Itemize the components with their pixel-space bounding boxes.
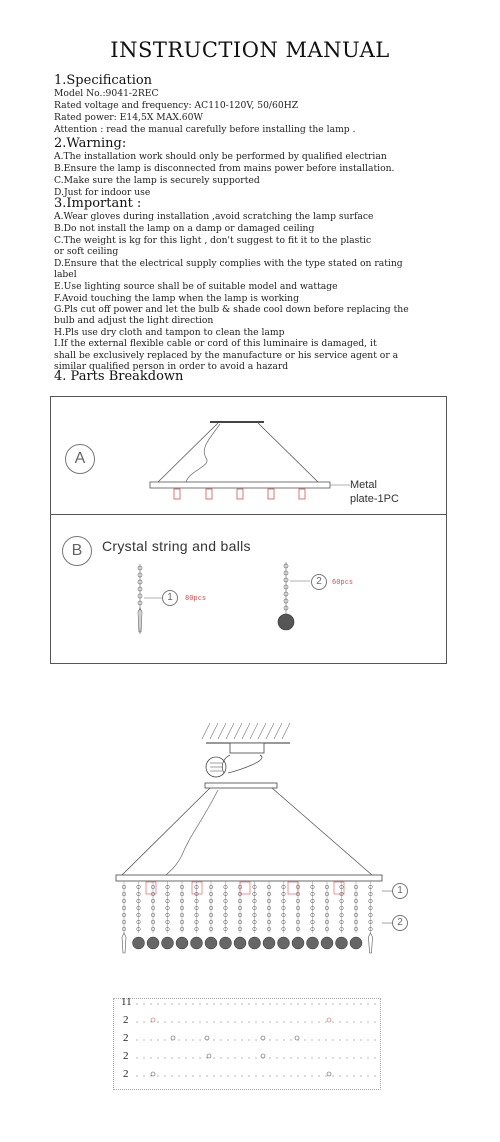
grid-dot [332,1003,333,1004]
important-line: B.Do not install the lamp on a damp or damaged ceiling [54,223,315,234]
grid-dot [241,1021,242,1022]
crystal-ball [278,937,290,949]
grid-dot [367,1021,368,1022]
grid-dot [143,1039,144,1040]
crystal-section-title: Crystal string and balls [102,538,251,554]
grid-dot [325,1039,326,1040]
spec-line: Rated power: E14,5X MAX.60W [54,112,203,123]
grid-mark [151,1018,155,1022]
grid-dot [283,1075,284,1076]
grid-dot [353,1057,354,1058]
layout-grid-row-label: 2 [123,1014,129,1026]
grid-dot [318,1057,319,1058]
grid-dot [241,1075,242,1076]
grid-mark [327,1018,331,1022]
grid-dot [297,1021,298,1022]
grid-dot [157,1057,158,1058]
grid-dot [164,1021,165,1022]
grid-dot [199,1003,200,1004]
part-b-badge: B [62,536,92,566]
grid-dot [269,1057,270,1058]
grid-dot [304,1057,305,1058]
grid-dot [234,1003,235,1004]
grid-dot [178,1003,179,1004]
grid-dot [248,1075,249,1076]
grid-dot [304,1075,305,1076]
grid-dot [255,1021,256,1022]
part-a-badge: A [65,444,95,474]
grid-dot [290,1003,291,1004]
grid-dot [220,1075,221,1076]
grid-dot [136,1003,137,1004]
grid-dot [178,1039,179,1040]
important-line: C.The weight is kg for this light , don't suggest to fit it to the plastic [54,235,372,246]
grid-dot [136,1075,137,1076]
grid-dot [185,1003,186,1004]
grid-dot [241,1057,242,1058]
assembly-illustration [110,715,420,985]
grid-dot [213,1003,214,1004]
grid-dot [192,1039,193,1040]
grid-dot [192,1057,193,1058]
grid-dot [185,1021,186,1022]
metal-plate-label-2: plate-1PC [350,493,399,505]
grid-dot [157,1003,158,1004]
grid-dot [185,1039,186,1040]
grid-dot [220,1057,221,1058]
grid-dot [332,1075,333,1076]
grid-dot [192,1003,193,1004]
grid-dot [353,1039,354,1040]
crystal-drop [122,933,126,953]
crystal-ball [350,937,362,949]
grid-dot [374,1057,375,1058]
metal-plate-illustration [140,418,350,510]
spec-heading: 1.Specification [54,73,153,88]
grid-dot [346,1057,347,1058]
grid-dot [325,1075,326,1076]
important-line: D.Ensure that the electrical supply complies with the type stated on rating [54,258,403,269]
important-line: H.Pls use dry cloth and tampon to clean the lamp [54,327,285,338]
grid-dot [227,1003,228,1004]
grid-dot [353,1003,354,1004]
grid-dot [206,1075,207,1076]
grid-dot [185,1075,186,1076]
grid-dot [276,1039,277,1040]
grid-mark [327,1072,331,1076]
grid-dot [283,1003,284,1004]
crystal-ball [147,937,159,949]
grid-dot [220,1003,221,1004]
grid-dot [346,1021,347,1022]
layout-grid-row-label: 2 [123,1068,129,1080]
grid-dot [234,1075,235,1076]
grid-dot [164,1075,165,1076]
grid-dot [325,1057,326,1058]
grid-dot [339,1039,340,1040]
crystal-ball [321,937,333,949]
grid-dot [255,1057,256,1058]
important-line: A.Wear gloves during installation ,avoid scratching the lamp surface [54,211,374,222]
grid-dot [311,1003,312,1004]
grid-dot [311,1057,312,1058]
page-title: INSTRUCTION MANUAL [110,38,390,62]
grid-dot [332,1039,333,1040]
grid-dot [157,1021,158,1022]
grid-dot [192,1075,193,1076]
important-line: I.If the external flexible cable or cord of this luminaire is damaged, it [54,338,377,349]
crystal-ball [292,937,304,949]
grid-dot [374,1039,375,1040]
grid-dot [262,1021,263,1022]
grid-dot [283,1039,284,1040]
grid-dot [283,1021,284,1022]
grid-dot [325,1003,326,1004]
grid-dot [178,1021,179,1022]
grid-dot [157,1075,158,1076]
layout-grid-row-label: 2 [123,1050,129,1062]
important-line: F.Avoid touching the lamp when the lamp is working [54,293,299,304]
metal-plate-label-1: Metal [350,479,377,491]
grid-dot [276,1075,277,1076]
grid-dot [318,1039,319,1040]
grid-dot [304,1003,305,1004]
grid-dot [213,1039,214,1040]
layout-grid-dots [113,998,379,1088]
grid-dot [367,1057,368,1058]
grid-dot [325,1021,326,1022]
spec-line: Model No.:9041-2REC [54,88,159,99]
grid-dot [332,1021,333,1022]
grid-dot [220,1021,221,1022]
crystal-ball [205,937,217,949]
grid-dot [374,1003,375,1004]
grid-dot [171,1003,172,1004]
grid-dot [276,1003,277,1004]
grid-dot [339,1057,340,1058]
grid-dot [213,1021,214,1022]
grid-dot [248,1039,249,1040]
grid-dot [150,1057,151,1058]
grid-dot [346,1075,347,1076]
grid-dot [360,1021,361,1022]
grid-dot [269,1039,270,1040]
grid-mark [171,1036,175,1040]
grid-dot [360,1075,361,1076]
warning-heading: 2.Warning: [54,136,127,151]
grid-mark [207,1054,211,1058]
grid-dot [136,1057,137,1058]
grid-dot [234,1039,235,1040]
grid-dot [255,1075,256,1076]
grid-dot [199,1075,200,1076]
grid-dot [318,1075,319,1076]
grid-dot [290,1057,291,1058]
grid-dot [164,1057,165,1058]
grid-dot [150,1003,151,1004]
grid-dot [241,1039,242,1040]
crystal-ball [263,937,275,949]
grid-dot [199,1039,200,1040]
grid-dot [227,1021,228,1022]
grid-dot [178,1075,179,1076]
bulb-socket [334,882,344,894]
grid-dot [220,1039,221,1040]
grid-mark [151,1072,155,1076]
important-line: bulb and adjust the light direction [54,315,214,326]
warning-line: C.Make sure the lamp is securely supported [54,175,260,186]
spec-line: Attention : read the manual carefully before installing the lamp . [54,124,356,135]
grid-dot [311,1075,312,1076]
important-line: shall be exclusively replaced by the manufacture or his service agent or a [54,350,399,361]
parts-divider [50,514,447,515]
grid-dot [143,1021,144,1022]
layout-grid-row-label: 2 [123,1032,129,1044]
important-line: or soft ceiling [54,246,119,257]
grid-dot [367,1003,368,1004]
grid-dot [248,1057,249,1058]
grid-dot [311,1021,312,1022]
grid-dot [332,1057,333,1058]
crystal-string-illustration [130,564,190,636]
grid-dot [290,1075,291,1076]
grid-dot [290,1021,291,1022]
crystal-ball [191,937,203,949]
grid-dot [339,1021,340,1022]
grid-dot [360,1039,361,1040]
assembly-callout-2: 2 [392,915,408,931]
grid-dot [234,1021,235,1022]
grid-mark [295,1036,299,1040]
grid-dot [339,1003,340,1004]
grid-dot [227,1057,228,1058]
warning-line: B.Ensure the lamp is disconnected from mains power before installation. [54,163,395,174]
crystal-ball [220,937,232,949]
important-line: E.Use lighting source shall be of suitable model and wattage [54,281,338,292]
grid-dot [276,1057,277,1058]
grid-dot [311,1039,312,1040]
grid-dot [185,1057,186,1058]
grid-dot [206,1021,207,1022]
grid-dot [304,1039,305,1040]
grid-dot [360,1057,361,1058]
grid-dot [171,1057,172,1058]
grid-dot [164,1039,165,1040]
layout-grid-top-label: 11 [121,996,132,1008]
crystal-ball [133,937,145,949]
grid-dot [262,1003,263,1004]
grid-dot [150,1039,151,1040]
crystal-ball [249,937,261,949]
grid-dot [353,1021,354,1022]
grid-dot [136,1021,137,1022]
grid-dot [269,1021,270,1022]
item-2-qty: 60pcs [332,578,354,586]
grid-dot [234,1057,235,1058]
grid-dot [143,1057,144,1058]
crystal-ball [162,937,174,949]
grid-dot [318,1021,319,1022]
item-1-badge: 1 [162,590,178,606]
grid-dot [346,1039,347,1040]
grid-dot [157,1039,158,1040]
grid-dot [178,1057,179,1058]
grid-dot [227,1075,228,1076]
grid-dot [360,1003,361,1004]
grid-dot [374,1075,375,1076]
grid-dot [227,1039,228,1040]
grid-dot [269,1075,270,1076]
spec-line: Rated voltage and frequency: AC110-120V, 50/60HZ [54,100,299,111]
crystal-ball [336,937,348,949]
grid-dot [213,1075,214,1076]
assembly-callout-1: 1 [392,883,408,899]
important-line: G.Pls cut off power and let the bulb & shade cool down before replacing the [54,304,409,315]
grid-dot [318,1003,319,1004]
grid-dot [353,1075,354,1076]
grid-dot [199,1057,200,1058]
grid-dot [297,1057,298,1058]
grid-dot [339,1075,340,1076]
grid-dot [262,1075,263,1076]
grid-dot [143,1003,144,1004]
crystal-ball [234,937,246,949]
grid-dot [171,1075,172,1076]
grid-dot [248,1021,249,1022]
warning-line: D.Just for indoor use [54,187,151,198]
grid-dot [171,1021,172,1022]
grid-dot [269,1003,270,1004]
crystal-ball [307,937,319,949]
important-heading: 3.Important : [54,196,142,211]
grid-dot [143,1075,144,1076]
crystal-drop [369,933,373,953]
grid-dot [367,1075,368,1076]
item-1-qty: 80pcs [185,594,207,602]
crystal-ball-illustration [272,562,312,634]
crystal-ball [176,937,188,949]
grid-dot [192,1021,193,1022]
grid-dot [374,1021,375,1022]
grid-dot [255,1003,256,1004]
grid-dot [199,1021,200,1022]
grid-dot [255,1039,256,1040]
grid-dot [297,1003,298,1004]
important-line: similar qualified person in order to avoid a hazard [54,361,289,372]
grid-dot [213,1057,214,1058]
grid-dot [136,1039,137,1040]
warning-line: A.The installation work should only be performed by qualified electrian [54,151,387,162]
parts-heading: 4. Parts Breakdown [54,369,184,384]
grid-dot [367,1039,368,1040]
grid-dot [276,1021,277,1022]
grid-dot [164,1003,165,1004]
important-line: label [54,269,77,280]
grid-dot [241,1003,242,1004]
grid-dot [304,1021,305,1022]
grid-dot [297,1075,298,1076]
grid-dot [283,1057,284,1058]
grid-dot [248,1003,249,1004]
grid-dot [290,1039,291,1040]
grid-dot [346,1003,347,1004]
item-2-badge: 2 [311,574,327,590]
grid-dot [206,1003,207,1004]
